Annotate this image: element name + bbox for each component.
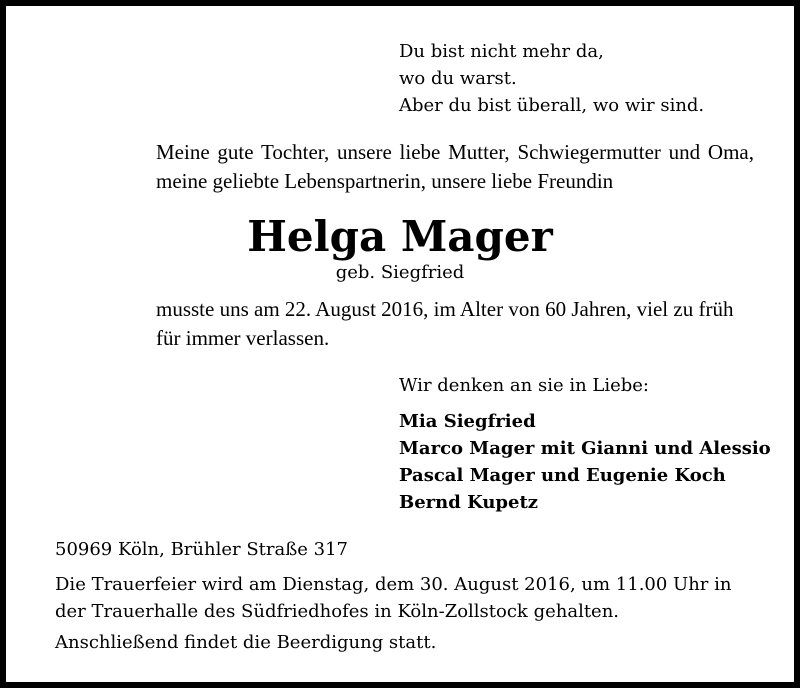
mourners-heading: Wir denken an sie in Liebe: <box>399 375 649 396</box>
mourner-name: Mia Siegfried <box>399 411 536 432</box>
mourner-name: Pascal Mager und Eugenie Koch <box>399 465 726 486</box>
burial-text: Anschließend findet die Beerdigung statt. <box>55 632 437 653</box>
poem-line: wo du warst. <box>399 68 517 89</box>
mourner-name: Bernd Kupetz <box>399 492 538 513</box>
mourners-list <box>399 408 771 516</box>
mourner-name: Marco Mager mit Gianni und Alessio <box>399 438 771 459</box>
service-text: Die Trauerfeier wird am Dienstag, dem 30. August 2016, um 11.00 Uhr in der Trauerhalle des Südfriedhofes in Köln-Zollstock gehalten. <box>55 574 732 622</box>
poem-line: Du bist nicht mehr da, <box>399 41 604 62</box>
poem <box>399 38 704 119</box>
intro-text: Meine gute Tochter, unsere liebe Mutter, Schwiegermutter und Oma, meine geliebte Lebenspartnerin, unsere liebe Freundin <box>156 140 754 193</box>
death-text: musste uns am 22. August 2016, im Alter von 60 Jahren, viel zu früh für immer verlassen. <box>156 297 734 350</box>
deceased-name: Helga Mager <box>247 212 553 261</box>
address: 50969 Köln, Brühler Straße 317 <box>55 539 348 560</box>
poem-line: Aber du bist überall, wo wir sind. <box>399 95 705 116</box>
birth-name: geb. Siegfried <box>335 262 465 283</box>
